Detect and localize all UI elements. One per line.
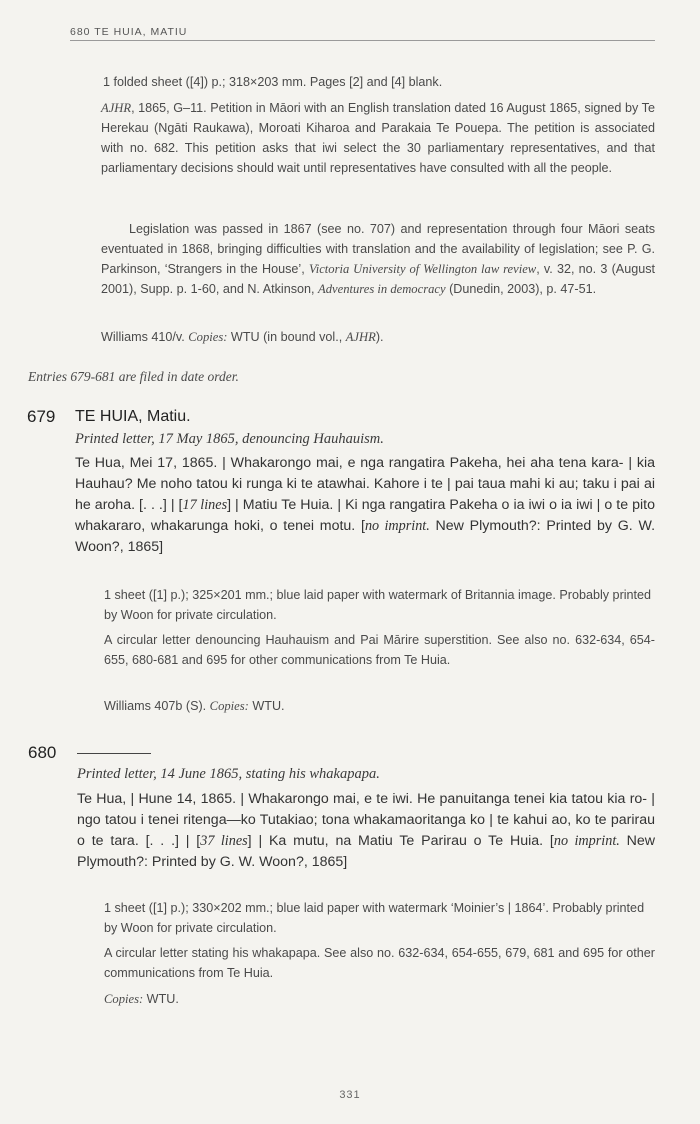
prev-entry-source: AJHR: [101, 101, 132, 115]
prev-entry-physical: 1 folded sheet ([4]) p.; 318×203 mm. Pages [2] and [4] blank.: [103, 75, 443, 89]
prev-entry-note-2-b: , v. 32, no. 3 (August 2001), Supp. p. 1-60, and N. Atkinson,: [101, 262, 655, 296]
entry-679-title: Printed letter, 17 May 1865, denouncing Hauhauism.: [75, 431, 384, 447]
entry-680-lines: 37 lines: [200, 833, 248, 849]
entry-679-number: 679: [27, 407, 56, 426]
prev-entry-refs-c: ).: [375, 330, 384, 344]
prev-entry-note-2-a: Legislation was passed in 1867 (see no. 707) and representation through four Māori seats eventuated in 1868, bringing difficulties with translation and the availability of legislation; see P. G. Parkinson, ‘Strangers in the House’,: [101, 222, 655, 276]
prev-entry-note-1: [101, 98, 655, 178]
header-rule: [70, 40, 655, 41]
entry-679-refs: [104, 696, 655, 716]
prev-entry-refs: [101, 327, 655, 347]
prev-entry-refs-b: WTU (in bound vol.,: [227, 330, 346, 344]
entry-680-note: A circular letter stating his whakapapa. See also no. 632-634, 654-655, 679, 681 and 695 for other communications from Te Huia.: [104, 946, 655, 980]
filing-note: Entries 679-681 are filed in date order.: [28, 369, 239, 384]
entry-679-trans-b: ] | Matiu Te Huia. | Ki nga rangatira Pakeha o ia iwi o ia iwi | o te pito whakararo, whakarunga hoki, o tenei motu. [: [75, 497, 655, 534]
entry-679-physical: 1 sheet ([1] p.); 325×201 mm.; blue laid paper with watermark of Britannia image. Probably printed by Woon for private circulation.: [104, 588, 652, 622]
entry-679-copies-label: Copies:: [209, 699, 249, 713]
prev-entry-copies-label: Copies:: [188, 330, 228, 344]
entry-679-imprint: no imprint.: [364, 518, 430, 534]
entry-679-note: A circular letter denouncing Hauhauism and Pai Mārire superstition. See also no. 632-634, 654-655, 680-681 and 695 for other communications from Te Huia.: [104, 633, 655, 667]
prev-entry-book: Adventures in democracy: [318, 282, 446, 296]
entry-680-imprint: no imprint.: [553, 833, 620, 849]
prev-entry-ajhr: AJHR: [345, 330, 376, 344]
prev-entry-journal: Victoria University of Wellington law review: [308, 262, 537, 276]
prev-entry-note-2: [101, 219, 655, 299]
prev-entry-note-2-c: (Dunedin, 2003), p. 47-51.: [445, 282, 597, 296]
same-author-dash: [77, 753, 151, 754]
entry-679-refs-b: WTU.: [248, 699, 285, 713]
entry-680-title: Printed letter, 14 June 1865, stating his whakapapa.: [77, 766, 380, 782]
entry-680-trans-c: New Plymouth?: Printed by G. W. Woon?, 1865]: [77, 833, 656, 870]
entry-679-lines: 17 lines: [182, 497, 228, 513]
entry-679-trans-a: Te Hua, Mei 17, 1865. | Whakarongo mai, e nga rangatira Pakeha, hei aha tena kara- | kia Hauhau? Me noho tatou ki runga ki te atawhai. Kahore i te | pai taua mahi ki au; taku i pai ai he aroha. [. . .] | [: [75, 455, 655, 513]
page-number: 331: [339, 1089, 361, 1101]
entry-680-transcription: [77, 789, 655, 873]
prev-entry-note-1-text: , 1865, G–11. Petition in Māori with an English translation dated 16 August 1865, signed by Te Herekau (Ngāti Raukawa), Moroati Kiharoa and Parakaia Te Pouepa. The petition is associated with no. 682. This petition asks that iwi select the 30 parliamentary representatives, and that parliamentary decisions should wait until representatives have consulted with all the people.: [101, 101, 655, 175]
entry-680-refs: [104, 989, 655, 1009]
entry-679-name: TE HUIA, Matiu.: [75, 408, 191, 425]
entry-680-trans-a: Te Hua, | Hune 14, 1865. | Whakarongo mai, e te iwi. He panuitanga tenei kia tatou kia ro- | ngo tatou i tenei ritenga—ko Tutakiao; tona whakamaoritanga ko | te kahui ao, ko te parirau o te tara. [. . .] | [: [77, 791, 655, 849]
entry-679-refs-a: Williams 407b (S).: [104, 699, 210, 713]
entry-680-trans-b: ] | Ka mutu, na Matiu Te Parirau o Te Huia. [: [247, 833, 554, 849]
entry-680-number: 680: [28, 743, 57, 762]
prev-entry-refs-a: Williams 410/v.: [101, 330, 189, 344]
entry-679-trans-c: New Plymouth?: Printed by G. W. Woon?, 1865]: [75, 518, 656, 555]
running-head: 680 TE HUIA, MATIU: [70, 26, 188, 38]
entry-680-copies-label: Copies:: [104, 992, 144, 1006]
entry-680-physical: 1 sheet ([1] p.); 330×202 mm.; blue laid paper with watermark ‘Moinier’s | 1864’. Probably printed by Woon for private circulation.: [104, 901, 645, 935]
entry-679-transcription: [75, 453, 655, 558]
entry-680-refs-b: WTU.: [143, 992, 179, 1006]
